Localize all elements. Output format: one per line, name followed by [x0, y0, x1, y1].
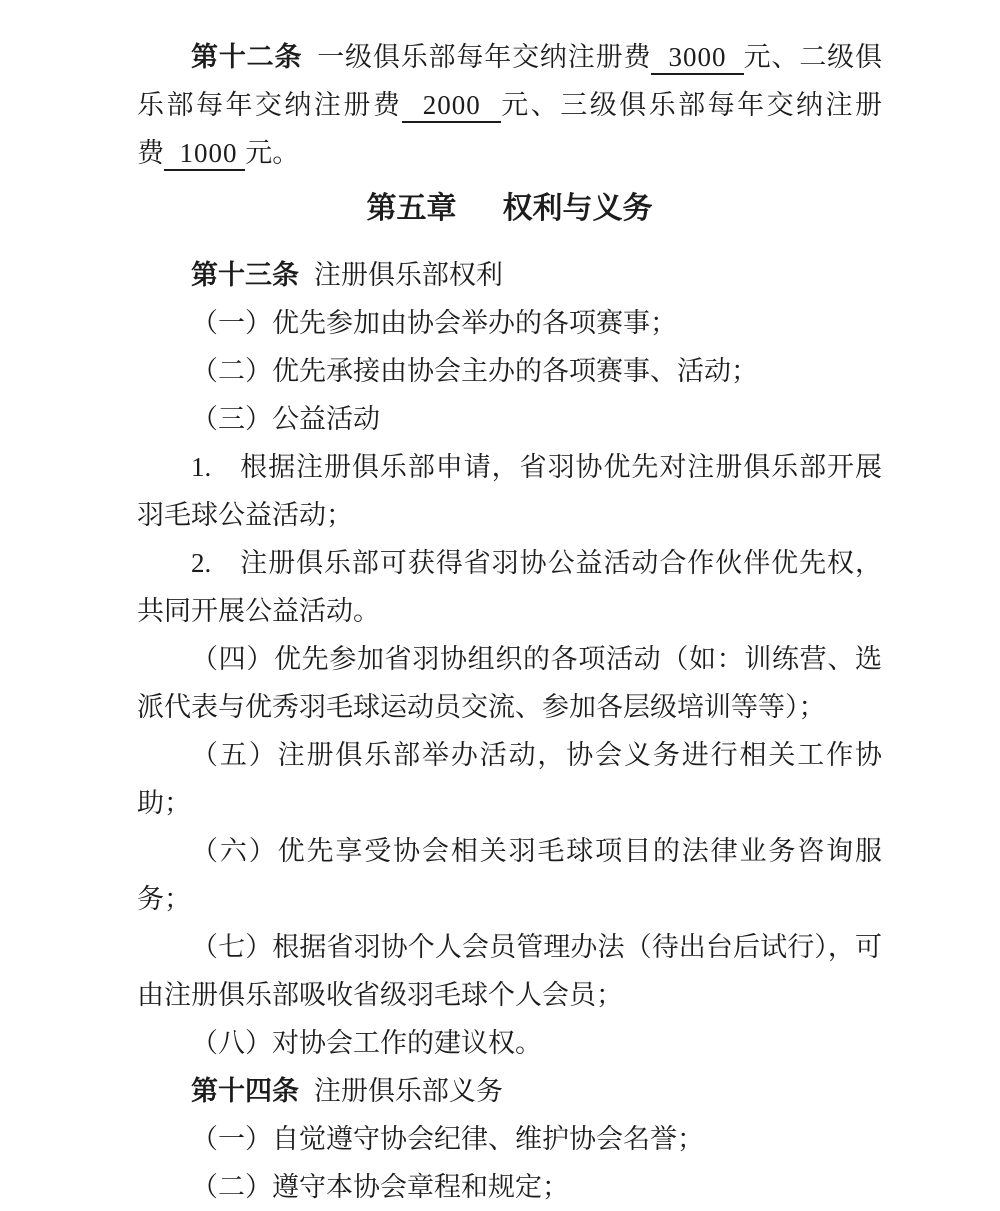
article-14-title: 注册俱乐部义务: [313, 1076, 503, 1106]
obligations-item-2: （二）遵守本协会章程和规定；: [191, 1172, 569, 1202]
paragraph-article-13: [137, 251, 882, 299]
chapter-number: 第五章: [366, 192, 457, 225]
rights-item-1: （一）优先参加由协会举办的各项赛事；: [191, 308, 677, 338]
rights-item-8: （八）对协会工作的建议权。: [191, 1028, 542, 1058]
article-13-label: 第十三条: [191, 260, 299, 290]
rights-item-2: （二）优先承接由协会主办的各项赛事、活动；: [191, 356, 758, 386]
rights-subitem-1: 1. 根据注册俱乐部申请，省羽协优先对注册俱乐部开展羽毛球公益活动；: [137, 452, 882, 530]
article-12-text-4: 元。: [245, 138, 300, 168]
article-14-label: 第十四条: [191, 1076, 299, 1106]
chapter-heading: [137, 185, 882, 233]
rights-item-3: （三）公益活动: [191, 404, 380, 434]
rights-item-6: （六）优先享受协会相关羽毛球项目的法律业务咨询服务；: [137, 836, 882, 914]
rights-item-7: （七）根据省羽协个人会员管理办法（待出台后试行），可由注册俱乐部吸收省级羽毛球个人会员；: [137, 932, 882, 1010]
rights-item-5: （五）注册俱乐部举办活动，协会义务进行相关工作协助；: [137, 740, 882, 818]
article-12-fee-1: 3000: [651, 42, 743, 75]
paragraph-article-12: [137, 33, 882, 177]
rights-item-4: （四）优先参加省羽协组织的各项活动（如：训练营、选派代表与优秀羽毛球运动员交流、参加各层级培训等等）；: [137, 644, 882, 722]
article-12-fee-3: 1000: [164, 138, 245, 171]
article-12-text-1: 一级俱乐部每年交纳注册费: [317, 42, 652, 72]
article-12-fee-2: 2000: [402, 90, 501, 123]
obligations-item-1: （一）自觉遵守协会纪律、维护协会名誉；: [191, 1124, 704, 1154]
article-13-title: 注册俱乐部权利: [313, 260, 503, 290]
article-12-label: 第十二条: [191, 42, 303, 72]
article-12-text-2: 元、二级俱乐部每年交纳注册费: [137, 42, 882, 120]
rights-subitem-2: 2. 注册俱乐部可获得省羽协公益活动合作伙伴优先权，共同开展公益活动。: [137, 548, 882, 626]
chapter-title: 权利与义务: [502, 192, 653, 225]
paragraph-article-14: [137, 1067, 882, 1115]
article-12-text-3: 元、三级俱乐部每年交纳注册费: [137, 90, 883, 168]
